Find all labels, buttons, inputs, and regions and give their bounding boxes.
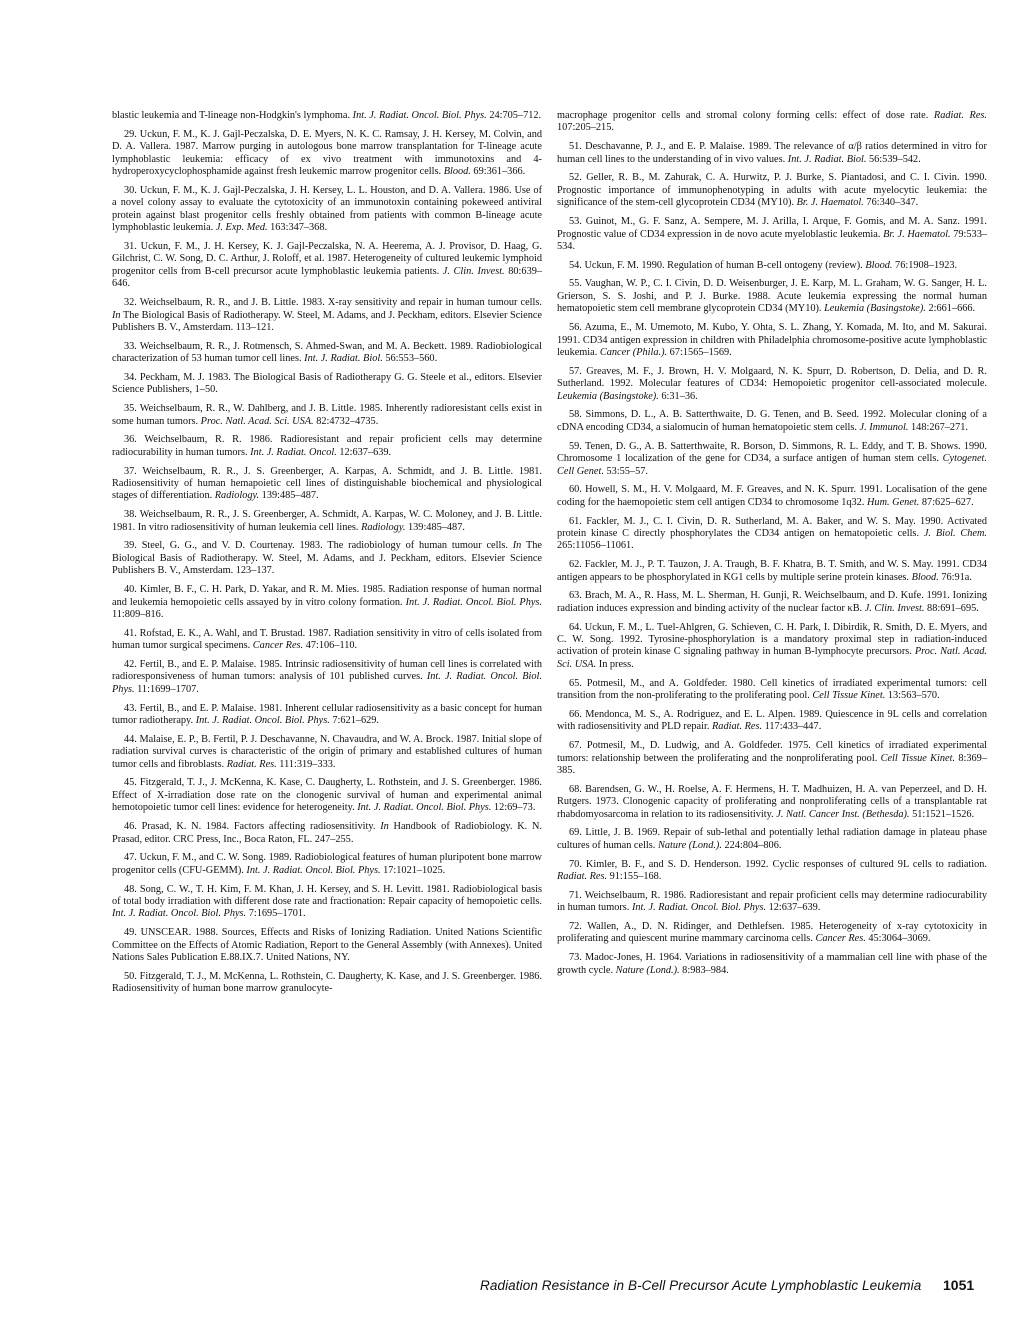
reference-journal: J. Clin. Invest. xyxy=(864,602,925,614)
reference-journal: Cancer Res. xyxy=(815,933,866,945)
reference-entry xyxy=(112,129,542,179)
reference-entry xyxy=(557,516,987,553)
reference-entry xyxy=(557,260,987,272)
reference-citation-tail: 87:625–627. xyxy=(919,496,974,508)
reference-journal: Int. J. Radiat. Oncol. xyxy=(250,446,337,458)
reference-entry xyxy=(112,884,542,921)
reference-text: 67. Potmesil, M., D. Ludwig, and A. Goldfeder. 1975. Cell kinetics of irradiated experimental tumors: relationship between the proliferating and the nonproliferating pool. xyxy=(557,740,987,764)
reference-entry xyxy=(112,372,542,397)
reference-text: 34. Peckham, M. J. 1983. The Biological Basis of Radiotherapy G. G. Steele et al., editors. Elsevier Science Publishers, 1–50. xyxy=(112,371,542,396)
reference-citation-tail: 56:539–542. xyxy=(866,153,921,165)
reference-journal: Proc. Natl. Acad. Sci. USA. xyxy=(557,646,987,670)
reference-text: 45. Fitzgerald, T. J., J. McKenna, K. Kase, C. Daugherty, L. Rothstein, and J. S. Greenberger. 1986. Effect of X-irradiation dose rate on the clonogenic survival of human and experimental animal hemotopoietic tumor cell lines: evidence for heterogeneity. xyxy=(112,777,542,814)
reference-text: 62. Fackler, M. J., P. T. Tauzon, J. A. Traugh, B. F. Khatra, B. T. Smith, and W. S. May. 1991. CD34 antigen appears to be phosphorylated in KG1 cells by multiple serine protein kinases. xyxy=(557,559,987,583)
reference-entry xyxy=(557,559,987,584)
references-left-column xyxy=(112,110,542,1002)
reference-journal: Br. J. Haematol. xyxy=(883,228,951,240)
reference-citation-tail: 53:55–57. xyxy=(603,465,648,477)
reference-journal: Blood. xyxy=(865,259,893,271)
reference-citation-tail: 148:267–271. xyxy=(908,421,968,433)
reference-citation-tail: 8:369–385. xyxy=(557,752,987,776)
reference-journal: Radiology. xyxy=(214,490,260,502)
reference-citation-tail: The Biological Basis of Radiotherapy. W. Steel, M. Adams, and J. Peckham, editors. Elsevier Science Publishers B. V., Amsterdam. 113–121. xyxy=(112,309,542,333)
reference-journal: Int. J. Radiat. Oncol. Biol. Phys. xyxy=(112,671,542,695)
reference-entry xyxy=(557,740,987,777)
reference-journal: In xyxy=(512,540,522,552)
reference-journal: Int. J. Radiat. Oncol. Biol. Phys. xyxy=(405,596,543,608)
page-footer xyxy=(480,1278,990,1296)
reference-text: 35. Weichselbaum, R. R., W. Dahlberg, and J. B. Little. 1985. Inherently radioresistant cells exist in some human tumors. xyxy=(112,403,542,427)
reference-entry xyxy=(112,509,542,534)
reference-journal: Int. J. Radiat. Biol. xyxy=(787,153,867,165)
reference-entry xyxy=(557,952,987,977)
reference-citation-tail: 224:804–806. xyxy=(721,839,782,851)
reference-text: 51. Deschavanne, P. J., and E. P. Malaise. 1989. The relevance of α/β ratios determined in vitro for human cell lines to the understanding of in vivo values. xyxy=(557,141,987,165)
reference-entry xyxy=(112,821,542,846)
reference-journal: Int. J. Radiat. Oncol. Biol. Phys. xyxy=(357,802,492,814)
reference-entry xyxy=(557,110,987,135)
reference-entry xyxy=(557,172,987,209)
reference-citation-tail: 163:347–368. xyxy=(267,222,328,234)
reference-journal: Radiat. Res. xyxy=(933,110,987,121)
reference-entry xyxy=(557,366,987,403)
page-number: 1051 xyxy=(943,1277,975,1293)
reference-journal: Int. J. Radiat. Oncol. Biol. Phys. xyxy=(195,715,330,727)
reference-journal: Blood. xyxy=(911,571,939,583)
reference-text: 61. Fackler, M. J., C. I. Civin, D. R. Sutherland, M. A. Baker, and W. S. May. 1990. Activated protein kinase C directly phosphorylates the CD34 antigen on hematopoietic cells. xyxy=(557,515,987,539)
reference-text: 32. Weichselbaum, R. R., and J. B. Little. 1983. X-ray sensitivity and repair in human tumour cells. xyxy=(124,297,542,309)
reference-text: 46. Prasad, K. N. 1984. Factors affecting radiosensitivity. xyxy=(124,821,381,833)
reference-citation-tail: 265:11056–11061. xyxy=(557,540,634,552)
reference-entry xyxy=(557,484,987,509)
reference-citation-tail: 11:809–816. xyxy=(112,608,164,620)
reference-entry xyxy=(557,921,987,946)
reference-text: 56. Azuma, E., M. Umemoto, M. Kubo, Y. Ohta, S. L. Zhang, Y. Komada, M. Ito, and M. Sakurai. 1991. CD34 antigen expression in children with Philadelphia chromosome-positive acute lymphoblastic leukemia. xyxy=(557,322,987,359)
reference-citation-tail: The Biological Basis of Radiotherapy. W. Steel, M. Adams, and J. Peckham, editors. Elsevier Science Publishers B. V., Amsterdam. 123–137. xyxy=(112,540,542,577)
reference-text: 58. Simmons, D. L., A. B. Satterthwaite, D. G. Tenen, and B. Seed. 1992. Molecular cloning of a cDNA encoding CD34, a sialomucin of human hematopoietic stem cells. xyxy=(557,409,987,433)
reference-entry xyxy=(557,409,987,434)
reference-text: 36. Weichselbaum, R. R. 1986. Radioresistant and repair proficient cells may determine radiocurability in human tumors. xyxy=(112,434,542,458)
reference-citation-tail: 139:485–487. xyxy=(259,490,319,502)
reference-citation-tail: 69:361–366. xyxy=(470,166,526,178)
reference-journal: Hum. Genet. xyxy=(866,496,920,508)
reference-entry xyxy=(557,827,987,852)
reference-text: 54. Uckun, F. M. 1990. Regulation of human B-cell ontogeny (review). xyxy=(569,259,866,271)
reference-text: 44. Malaise, E. P., B. Fertil, P. J. Deschavanne, N. Chavaudra, and W. A. Brock. 1987. Initial slope of radiation survival curves is characteristic of the origin of primary and established cultures of human tumor cells and fibroblasts. xyxy=(112,733,542,770)
reference-text: 71. Weichselbaum, R. 1986. Radioresistant and repair proficient cells may determine radiocurability in human tumors. xyxy=(557,889,987,914)
reference-text: 73. Madoc-Jones, H. 1964. Variations in radiosensitivity of a mammalian cell line with phase of the growth cycle. xyxy=(557,952,987,976)
reference-citation-tail: 12:69–73. xyxy=(491,802,536,814)
reference-citation-tail: 91:155–168. xyxy=(607,871,662,883)
reference-citation-tail: 88:691–695. xyxy=(924,602,979,614)
reference-entry xyxy=(112,971,542,996)
reference-text: 65. Potmesil, M., and A. Goldfeder. 1980. Cell kinetics of irradiated experimental tumors: cell transition from the non-proliferating to the proliferating pool. xyxy=(557,677,987,702)
reference-entry xyxy=(557,322,987,359)
reference-text: 69. Little, J. B. 1969. Repair of sub-lethal and potentially lethal radiation damage in plateau phase cultures of human cells. xyxy=(557,827,987,851)
reference-text: macrophage progenitor cells and stromal colony forming cells: effect of dose rate. xyxy=(557,110,934,121)
reference-text: 39. Steel, G. G., and V. D. Courtenay. 1983. The radiobiology of human tumour cells. xyxy=(124,540,513,552)
reference-text: 33. Weichselbaum, R. R., J. Rotmensch, S. Ahmed-Swan, and M. A. Beckett. 1989. Radiobiological characterization of 53 human tumor cell lines. xyxy=(112,340,542,365)
reference-text: 68. Barendsen, G. W., H. Roelse, A. F. Hermens, H. T. Madhuizen, H. A. van Peperzeel, and D. H. Rutgers. 1973. Clonogenic capacity of proliferating and nonproliferating cells of a transplantable rat rhabdomyosarcoma in relation to its radiosensitivity. xyxy=(557,783,987,820)
reference-text: 55. Vaughan, W. P., C. I. Civin, D. D. Weisenburger, J. E. Karp, M. L. Graham, W. G. Sanger, H. L. Grierson, S. S. Joshi, and P. J. Burke. 1988. Acute leukemia expressing the normal human hematopoietic stem cell membrane glycoprotein CD34 (MY10). xyxy=(557,278,987,315)
reference-entry xyxy=(557,278,987,315)
reference-entry xyxy=(112,540,542,577)
reference-citation-tail: 7:1695–1701. xyxy=(246,908,306,920)
reference-journal: Int. J. Radiat. Biol. xyxy=(304,353,383,365)
reference-text: 38. Weichselbaum, R. R., J. S. Greenberger, A. Schmidt, A. Karpas, W. C. Moloney, and J. B. Little. 1981. In vitro radiosensitivity of human leukemia cell lines. xyxy=(112,509,542,533)
reference-entry xyxy=(112,734,542,771)
reference-journal: Blood. xyxy=(443,166,471,178)
reference-text: 57. Greaves, M. F., J. Brown, H. V. Molgaard, N. K. Spurr, D. Robertson, D. Delia, and D. R. Sutherland. 1992. Molecular features of CD34: Hemopoietic progenitor cell-associated molecule. xyxy=(557,365,987,390)
reference-journal: J. Exp. Med. xyxy=(215,222,268,234)
reference-citation-tail: 7:621–629. xyxy=(329,715,380,727)
reference-citation-tail: 107:205–215. xyxy=(557,122,614,134)
reference-citation-tail: 51:1521–1526. xyxy=(909,808,975,820)
reference-citation-tail: 11:1699–1707. xyxy=(134,683,199,695)
reference-entry xyxy=(112,777,542,814)
reference-journal: Leukemia (Basingstoke). xyxy=(557,390,659,402)
reference-citation-tail: 117:433–447. xyxy=(762,721,822,733)
reference-journal: Int. J. Radiat. Oncol. Biol. Phys. xyxy=(352,110,487,121)
reference-citation-tail: 76:1908–1923. xyxy=(892,259,958,271)
reference-text: 47. Uckun, F. M., and C. W. Song. 1989. Radiobiological features of human pluripotent bone marrow progenitor cells (CFU-GEMM). xyxy=(112,852,542,876)
reference-entry xyxy=(557,441,987,478)
reference-journal: Proc. Natl. Acad. Sci. USA. xyxy=(200,415,314,427)
reference-text: 48. Song, C. W., T. H. Kim, F. M. Khan, J. H. Kersey, and S. H. Levitt. 1981. Radiobiological basis of total body irradiation with different dose rate and fractionation: Repair capacity of hemopoietic cells. xyxy=(112,883,542,907)
reference-journal: Radiat. Res. xyxy=(712,721,763,733)
reference-text: 60. Howell, S. M., H. V. Molgaard, M. F. Greaves, and N. K. Spurr. 1991. Localisation of the gene coding for the haemopoietic stem cell antigen CD34 to chromosome 1q32. xyxy=(557,484,987,508)
reference-entry xyxy=(112,403,542,428)
reference-entry xyxy=(557,859,987,884)
reference-entry xyxy=(557,141,987,166)
reference-entry xyxy=(112,584,542,621)
reference-journal: J. Biol. Chem. xyxy=(923,527,988,539)
reference-text: 72. Wallen, A., D. N. Ridinger, and Dethlefsen. 1985. Heterogeneity of x-ray cytotoxicity in proliferating and quiescent murine mammary carcinoma cells. xyxy=(557,921,987,945)
reference-entry xyxy=(557,622,987,672)
reference-citation-tail: 111:319–333. xyxy=(276,758,336,770)
reference-entry xyxy=(112,852,542,877)
reference-entry xyxy=(557,678,987,703)
reference-journal: Radiat. Res. xyxy=(226,758,277,770)
reference-citation-tail: 24:705–712. xyxy=(486,110,542,121)
running-title: Radiation Resistance in B-Cell Precursor Acute Lymphoblastic Leukemia xyxy=(480,1278,922,1293)
reference-journal: Cell Tissue Kinet. xyxy=(880,752,956,764)
reference-citation-tail: In press. xyxy=(596,658,634,670)
reference-journal: Int. J. Radiat. Oncol. Biol. Phys. xyxy=(112,908,247,920)
reference-text: 50. Fitzgerald, T. J., M. McKenna, L. Rothstein, C. Daugherty, K. Kase, and J. S. Greenberger. 1986. Radiosensitivity of human bone marrow granulocyte- xyxy=(112,970,542,995)
reference-entry xyxy=(112,659,542,696)
reference-text: 49. UNSCEAR. 1988. Sources, Effects and Risks of Ionizing Radiation. United Nations Scientific Committee on the Effects of Atomic Radiation, Report to the General Assembly (with Annexes). United Nations Sales Publication E.88.IX.7. United Nations, NY. xyxy=(112,927,542,964)
reference-journal: In xyxy=(112,309,121,321)
reference-citation-tail: 8:983–984. xyxy=(679,964,729,976)
reference-text: 63. Brach, M. A., R. Hass, M. L. Sherman, H. Gunji, R. Weichselbaum, and D. Kufe. 1991. Ionizing radiation induces expression and binding activity of the nuclear factor κB. xyxy=(557,590,987,614)
reference-entry xyxy=(112,628,542,653)
reference-citation-tail: 80:639–646. xyxy=(112,265,543,290)
reference-text: 29. Uckun, F. M., K. J. Gajl-Peczalska, D. E. Myers, N. K. C. Ramsay, J. H. Kersey, M. Colvin, and D. A. Vallera. 1987. Marrow purging in autologous bone marrow transplantation for T-lineage acute lymphoblastic leukemia: efficacy of ex vivo treatment with immunotoxins and 4-hydroperoxycyclophosphamide against fresh leukemic marrow progenitor cells. xyxy=(112,128,542,178)
reference-citation-tail: 139:485–487. xyxy=(405,521,465,533)
reference-entry xyxy=(557,216,987,253)
reference-citation-tail: 76:340–347. xyxy=(863,197,919,209)
reference-citation-tail: 82:4732–4735. xyxy=(313,415,379,427)
reference-entry xyxy=(112,341,542,366)
reference-citation-tail: 56:553–560. xyxy=(382,353,438,365)
reference-journal: Leukemia (Basingstoke). xyxy=(824,303,926,315)
reference-text: 59. Tenen, D. G., A. B. Satterthwaite, R. Borson, D. Simmons, R. L. Eddy, and T. B. Shows. 1990. Chromosome 1 localization of the gene for CD34, a surface antigen of human stem cells. xyxy=(557,440,987,465)
reference-journal: Radiology. xyxy=(361,521,406,533)
reference-text: 43. Fertil, B., and E. P. Malaise. 1981. Inherent cellular radiosensitivity as a basic concept for human tumor radiotherapy. xyxy=(112,702,542,727)
reference-journal: In xyxy=(380,821,389,833)
reference-text: 42. Fertil, B., and E. P. Malaise. 1985. Intrinsic radiosensitivity of human cell lines is correlated with radioresponsiveness of human tumors: analysis of 101 published curves. xyxy=(112,658,542,683)
references-right-column xyxy=(557,110,987,983)
reference-entry xyxy=(112,185,542,235)
reference-text: 52. Geller, R. B., M. Zahurak, C. A. Hurwitz, P. J. Burke, S. Piantadosi, and C. I. Civin. 1990. Prognostic importance of immunophenotyping in adults with acute myelocytic leukemia: the significance of the stem-cell glycoprotein CD34 (MY10). xyxy=(557,172,987,209)
reference-citation-tail: 67:1565–1569. xyxy=(667,347,732,359)
reference-citation-tail: 2:661–666. xyxy=(925,303,976,315)
reference-text: 37. Weichselbaum, R. R., J. S. Greenberger, A. Karpas, A. Schmidt, and J. B. Little. 1981. Radiosensitivity of human hemapoietic cell lines of distinguishable biochemical and physiological stages of differentiation. xyxy=(112,465,542,502)
reference-journal: Cytogenet. Cell Genet. xyxy=(557,453,987,477)
reference-text: 70. Kimler, B. F., and S. D. Henderson. 1992. Cyclic responses of cultured 9L cells to radiation. xyxy=(569,858,987,870)
reference-journal: Cancer (Phila.). xyxy=(599,347,668,359)
reference-journal: J. Natl. Cancer Inst. (Bethesda). xyxy=(776,808,910,820)
reference-text: 53. Guinot, M., G. F. Sanz, A. Sempere, M. J. Arilla, I. Arque, F. Gomis, and M. A. Sanz. 1991. Prognostic value of CD34 expression in de novo acute myeloblastic leukemia. xyxy=(557,216,987,240)
reference-text: 64. Uckun, F. M., L. Tuel-Ahlgren, G. Schieven, C. H. Park, I. Dibirdik, R. Smith, D. E. Myers, and C. W. Song. 1992. Tyrosine-phosphorylation is a mandatory proximal step in radiation-induced activation of protein kinase C signaling pathway in human B-lymphocyte precursors. xyxy=(557,621,987,658)
reference-entry xyxy=(112,466,542,503)
reference-journal: J. Immunol. xyxy=(859,421,909,433)
reference-journal: Int. J. Radiat. Oncol. Biol. Phys. xyxy=(246,864,381,876)
reference-entry xyxy=(112,703,542,728)
reference-citation-tail: 45:3064–3069. xyxy=(865,933,931,945)
reference-text: 66. Mendonca, M. S., A. Rodriguez, and E. L. Alpen. 1989. Quiescence in 9L cells and correlation with radiosensitivity and PLD repair. xyxy=(557,708,987,733)
reference-entry xyxy=(557,709,987,734)
reference-journal: Cancer Res. xyxy=(252,640,304,652)
reference-journal: Nature (Lond.). xyxy=(615,964,680,976)
reference-citation-tail: 79:533–534. xyxy=(557,228,987,252)
reference-citation-tail: 12:637–639. xyxy=(766,902,821,914)
reference-entry xyxy=(112,110,542,122)
reference-text: 30. Uckun, F. M., K. J. Gajl-Peczalska, J. H. Kersey, L. L. Houston, and D. A. Vallera. 1986. Use of a novel colony assay to evaluate the cytotoxicity of an immunotoxin containing pokeweed antiviral protein against blast progenitor cells freshly obtained from patients with common B-lineage acute lymphoblastic leukemia. xyxy=(112,184,542,234)
reference-journal: Br. J. Haematol. xyxy=(796,197,864,209)
reference-journal: Cell Tissue Kinet. xyxy=(812,690,886,702)
reference-citation-tail: 6:31–36. xyxy=(658,390,698,402)
reference-entry xyxy=(112,297,542,334)
reference-journal: Int. J. Radiat. Oncol. Biol. Phys. xyxy=(631,902,767,914)
reference-citation-tail: 13:563–570. xyxy=(885,690,940,702)
reference-text: 31. Uckun, F. M., J. H. Kersey, K. J. Gajl-Peczalska, N. A. Heerema, A. J. Provisor, D. Haag, G. Gilchrist, C. W. Song, D. C. Arthur, J. Roloff, et al. 1987. Heterogeneity of cultured leukemic lymphoid progenitor cells from B-cell precursor acute lymphoblastic leukemia patients. xyxy=(112,240,542,277)
reference-text: 41. Rofstad, E. K., A. Wahl, and T. Brustad. 1987. Radiation sensitivity in vitro of cells isolated from human tumor surgical specimens. xyxy=(112,627,542,652)
reference-entry xyxy=(112,241,542,291)
reference-entry xyxy=(557,784,987,821)
reference-entry xyxy=(557,590,987,615)
reference-entry xyxy=(112,927,542,964)
reference-citation-tail: 47:106–110. xyxy=(303,640,358,652)
reference-text: blastic leukemia and T-lineage non-Hodgkin's lymphoma. xyxy=(112,110,353,121)
reference-entry xyxy=(557,890,987,915)
reference-text: 40. Kimler, B. F., C. H. Park, D. Yakar, and R. M. Mies. 1985. Radiation response of human normal and leukemia hemopoietic cells assayed by in vitro colony formation. xyxy=(112,584,542,608)
reference-citation-tail: 12:637–639. xyxy=(336,446,392,458)
reference-citation-tail: Handbook of Radiobiology. K. N. Prasad, editor. CRC Press, Inc., Boca Raton, FL. 247–255. xyxy=(112,821,542,845)
reference-journal: Radiat. Res. xyxy=(557,871,608,883)
reference-citation-tail: 76:91a. xyxy=(938,571,972,583)
reference-entry xyxy=(112,434,542,459)
reference-journal: J. Clin. Invest. xyxy=(442,265,505,277)
reference-journal: Nature (Lond.). xyxy=(657,839,722,851)
reference-citation-tail: 17:1021–1025. xyxy=(380,864,446,876)
